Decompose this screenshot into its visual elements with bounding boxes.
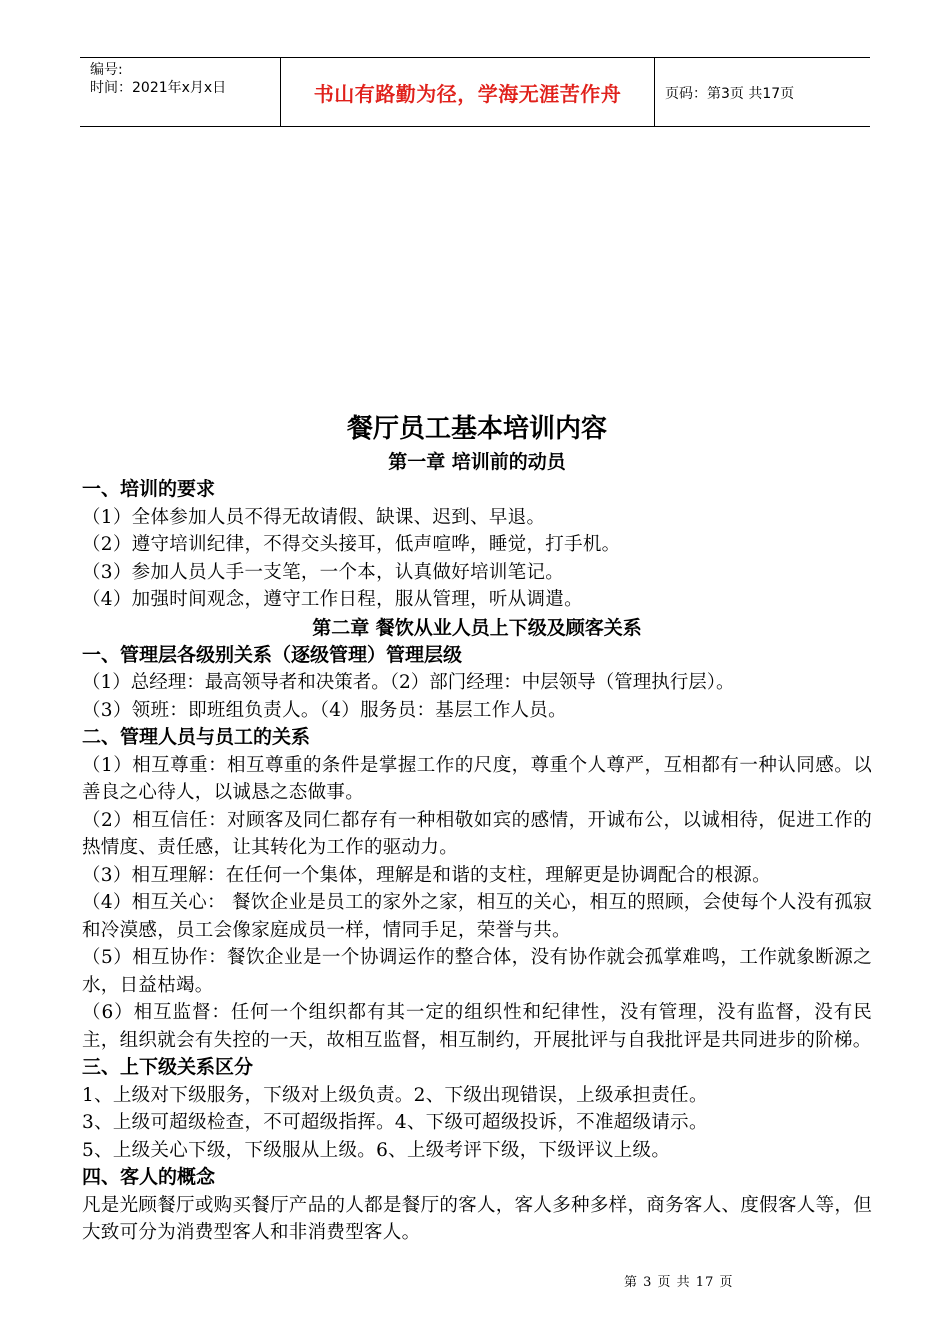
paragraph: （3）领班：即班组负责人。（4）服务员：基层工作人员。 bbox=[82, 699, 567, 721]
paragraph: （4）加强时间观念，遵守工作日程，服从管理，听从调遣。 bbox=[82, 589, 583, 610]
paragraph: （1）总经理：最高领导者和决策者。（2）部门经理：中层领导（管理执行层）。 bbox=[82, 672, 735, 693]
header-table bbox=[80, 57, 870, 127]
paragraph: 1、上级对下级服务，下级对上级负责。2、下级出现错误，上级承担责任。 bbox=[82, 1084, 708, 1106]
paragraph: （2）遵守培训纪律，不得交头接耳，低声喧哗，睡觉，打手机。 bbox=[82, 534, 621, 555]
paragraph: （5）相互协作：餐饮企业是一个协调运作的整合体，没有协作就会孤掌难鸣，工作就象断源之水，日益枯竭。 bbox=[82, 947, 872, 996]
header-page-cell bbox=[655, 58, 870, 126]
chapter-2-heading: 第二章 餐饮从业人员上下级及顾客关系 bbox=[312, 616, 642, 639]
paragraph: （1）相互尊重：相互尊重的条件是掌握工作的尺度，尊重个人尊严，互相都有一种认同感。以善良之心待人，以诚恳之态做事。 bbox=[82, 754, 872, 803]
paragraph: 凡是光顾餐厅或购买餐厅产品的人都是餐厅的客人，客人多种多样，商务客人、度假客人等，但大致可分为消费型客人和非消费型客人。 bbox=[82, 1194, 872, 1243]
header-meta-cell bbox=[80, 58, 281, 126]
page-footer: 第 3 页 共 17 页 bbox=[624, 1275, 734, 1290]
section-heading: 三、上下级关系区分 bbox=[82, 1056, 254, 1078]
paragraph: （1）全体参加人员不得无故请假、缺课、迟到、早退。 bbox=[82, 506, 546, 528]
paragraph: （2）相互信任：对顾客及同仁都存有一种相敬如宾的感情，开诚布公，以诚相待，促进工作的热情度、责任感，让其转化为工作的驱动力。 bbox=[82, 809, 872, 858]
section-heading: 二、管理人员与员工的关系 bbox=[82, 726, 311, 748]
header-motto: 书山有路勤为径，学海无涯苦作舟 bbox=[313, 82, 622, 106]
document-time-label: 时间：2021年x月x日 bbox=[90, 80, 227, 96]
section-heading: 一、管理层各级别关系（逐级管理）管理层级 bbox=[82, 643, 463, 666]
paragraph: （6）相互监督：任何一个组织都有其一定的组织性和纪律性，没有管理，没有监督，没有民主，组织就会有失控的一天，故相互监督，相互制约，开展批评与自我批评是共同进步的阶梯。 bbox=[82, 1002, 872, 1051]
document-title: 餐厅员工基本培训内容 bbox=[346, 414, 607, 444]
paragraph: 5、上级关心下级，下级服从上级。6、上级考评下级，下级评议上级。 bbox=[82, 1139, 671, 1161]
header-motto-cell bbox=[281, 58, 655, 126]
paragraph: 3、上级可超级检查，不可超级指挥。4、下级可超级投诉，不准超级请示。 bbox=[82, 1112, 708, 1133]
header-page-info: 页码：第3页 共17页 bbox=[665, 86, 795, 102]
document-body bbox=[82, 410, 872, 1247]
paragraph: （3）参加人员人手一支笔，一个本，认真做好培训笔记。 bbox=[82, 561, 565, 583]
paragraph: （4）相互关心： 餐饮企业是员工的家外之家，相互的关心，相互的照顾，会使每个人没有孤寂和冷漠感，员工会像家庭成员一样，情同手足，荣誉与共。 bbox=[82, 892, 872, 941]
document-number-label: 编号: bbox=[90, 62, 123, 78]
chapter-1-heading: 第一章 培训前的动员 bbox=[388, 451, 566, 473]
section-heading: 四、客人的概念 bbox=[82, 1166, 216, 1188]
paragraph: （3）相互理解：在任何一个集体，理解是和谐的支柱，理解更是协调配合的根源。 bbox=[82, 864, 771, 886]
section-heading: 一、培训的要求 bbox=[82, 478, 216, 500]
